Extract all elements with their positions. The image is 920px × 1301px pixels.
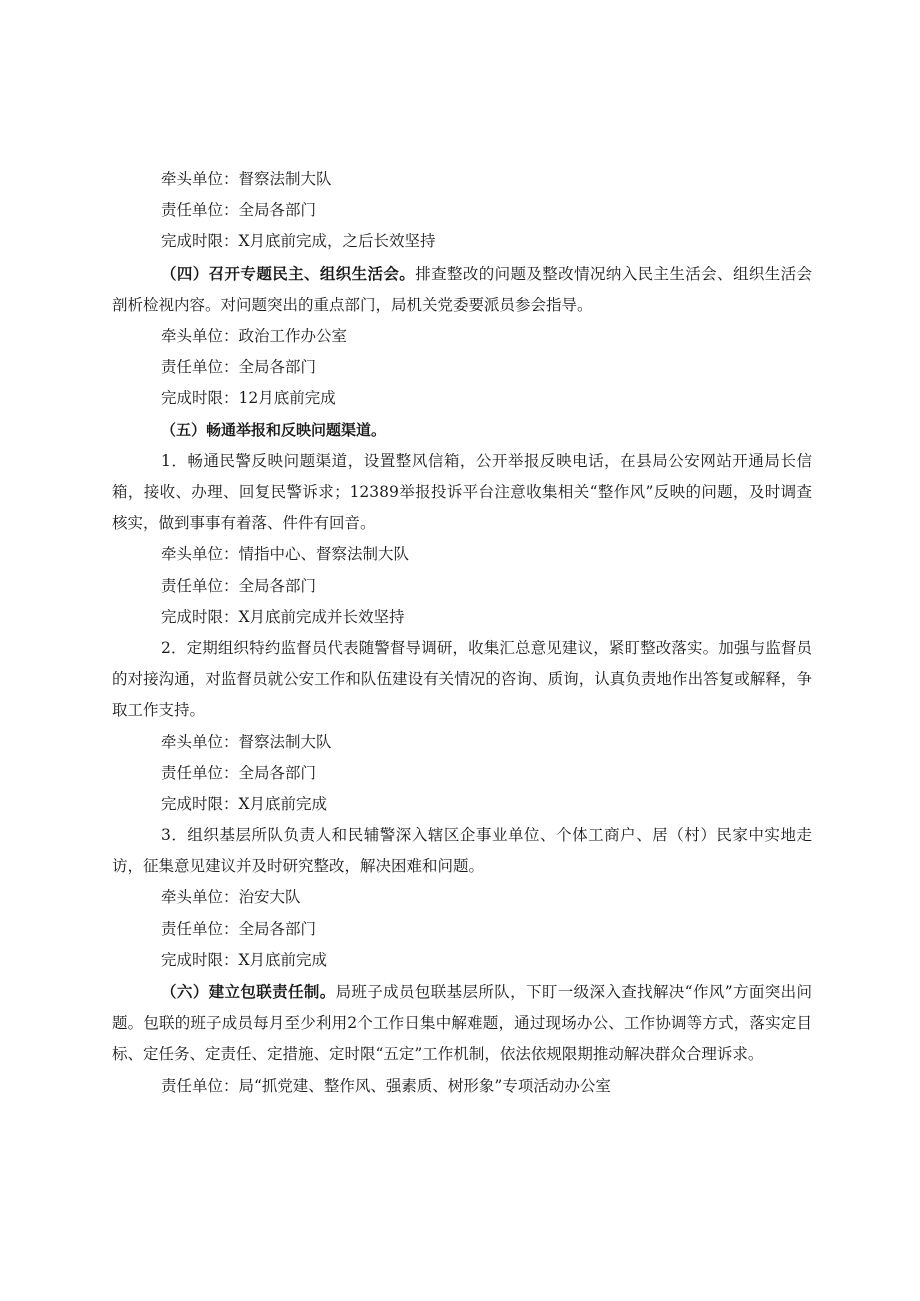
field-line: 责任单位：局“抓党建、整作风、强素质、树形象”专项活动办公室: [161, 1076, 611, 1095]
field-line: 完成时限：X月底前完成并长效坚持: [161, 607, 405, 626]
paragraph: [112, 820, 812, 882]
paragraph-heading: （四）召开专题民主、组织生活会。: [161, 263, 416, 283]
paragraph-text: 2．定期组织特约监督员代表随警督导调研，收集汇总意见建议，紧盯整改落实。加强与监督员的对接沟通，对监督员就公安工作和队伍建设有关情况的咨询、质询，认真负责地作出答复或解释，争取工作支持。: [112, 638, 812, 720]
paragraph: [112, 446, 812, 540]
paragraph: [112, 976, 812, 1071]
field-line: 完成时限：X月底前完成: [161, 794, 328, 813]
field-line: 牵头单位：治安大队: [161, 888, 301, 907]
field-line: 牵头单位：政治工作办公室: [161, 326, 348, 345]
field-line: 责任单位：全局各部门: [161, 763, 317, 782]
field-line: 责任单位：全局各部门: [161, 576, 317, 595]
section-heading: （五）畅通举报和反映问题渠道。: [161, 420, 387, 439]
paragraph: [112, 633, 812, 727]
paragraph-text: 3．组织基层所队负责人和民辅警深入辖区企事业单位、个体工商户、居（村）民家中实地走访，征集意见建议并及时研究整改，解决困难和问题。: [112, 826, 812, 876]
paragraph: [112, 258, 812, 321]
field-line: 完成时限：X月底前完成: [161, 950, 328, 969]
field-line: 责任单位：全局各部门: [161, 919, 317, 938]
field-line: 责任单位：全局各部门: [161, 358, 317, 377]
document-body: [112, 164, 812, 1102]
field-line: 牵头单位：督察法制大队: [161, 170, 332, 188]
paragraph-text: 排查整改的问题及整改情况纳入民主生活会、组织生活会剖析检视内容。对问题突出的重点部门，局机关党委要派员参会指导。: [112, 264, 812, 314]
field-line: 牵头单位：督察法制大队: [161, 732, 332, 751]
field-line: 完成时限：12月底前完成: [161, 389, 336, 408]
field-line: 完成时限：X月底前完成，之后长效坚持: [161, 232, 436, 251]
paragraph-text: 1．畅通民警反映问题渠道，设置整风信箱，公开举报反映电话，在县局公安网站开通局长信箱，接收、办理、回复民警诉求；12389举报投诉平台注意收集相关“整作风”反映的问题，及时调查核实，做到事事有着落、件件有回音。: [112, 451, 812, 533]
field-line: 牵头单位：情指中心、督察法制大队: [161, 545, 410, 564]
field-line: 责任单位：全局各部门: [161, 201, 317, 220]
paragraph-heading: （六）建立包联责任制。: [161, 982, 336, 1002]
paragraph-text: 局班子成员包联基层所队，下盯一级深入查找解决“作风”方面突出问题。包联的班子成员每月至少利用2个工作日集中解难题，通过现场办公、工作协调等方式，落实定目标、定任务、定责任、定措施、定时限“五定”工作机制，依法依规限期推动解决群众合理诉求。: [112, 983, 812, 1064]
